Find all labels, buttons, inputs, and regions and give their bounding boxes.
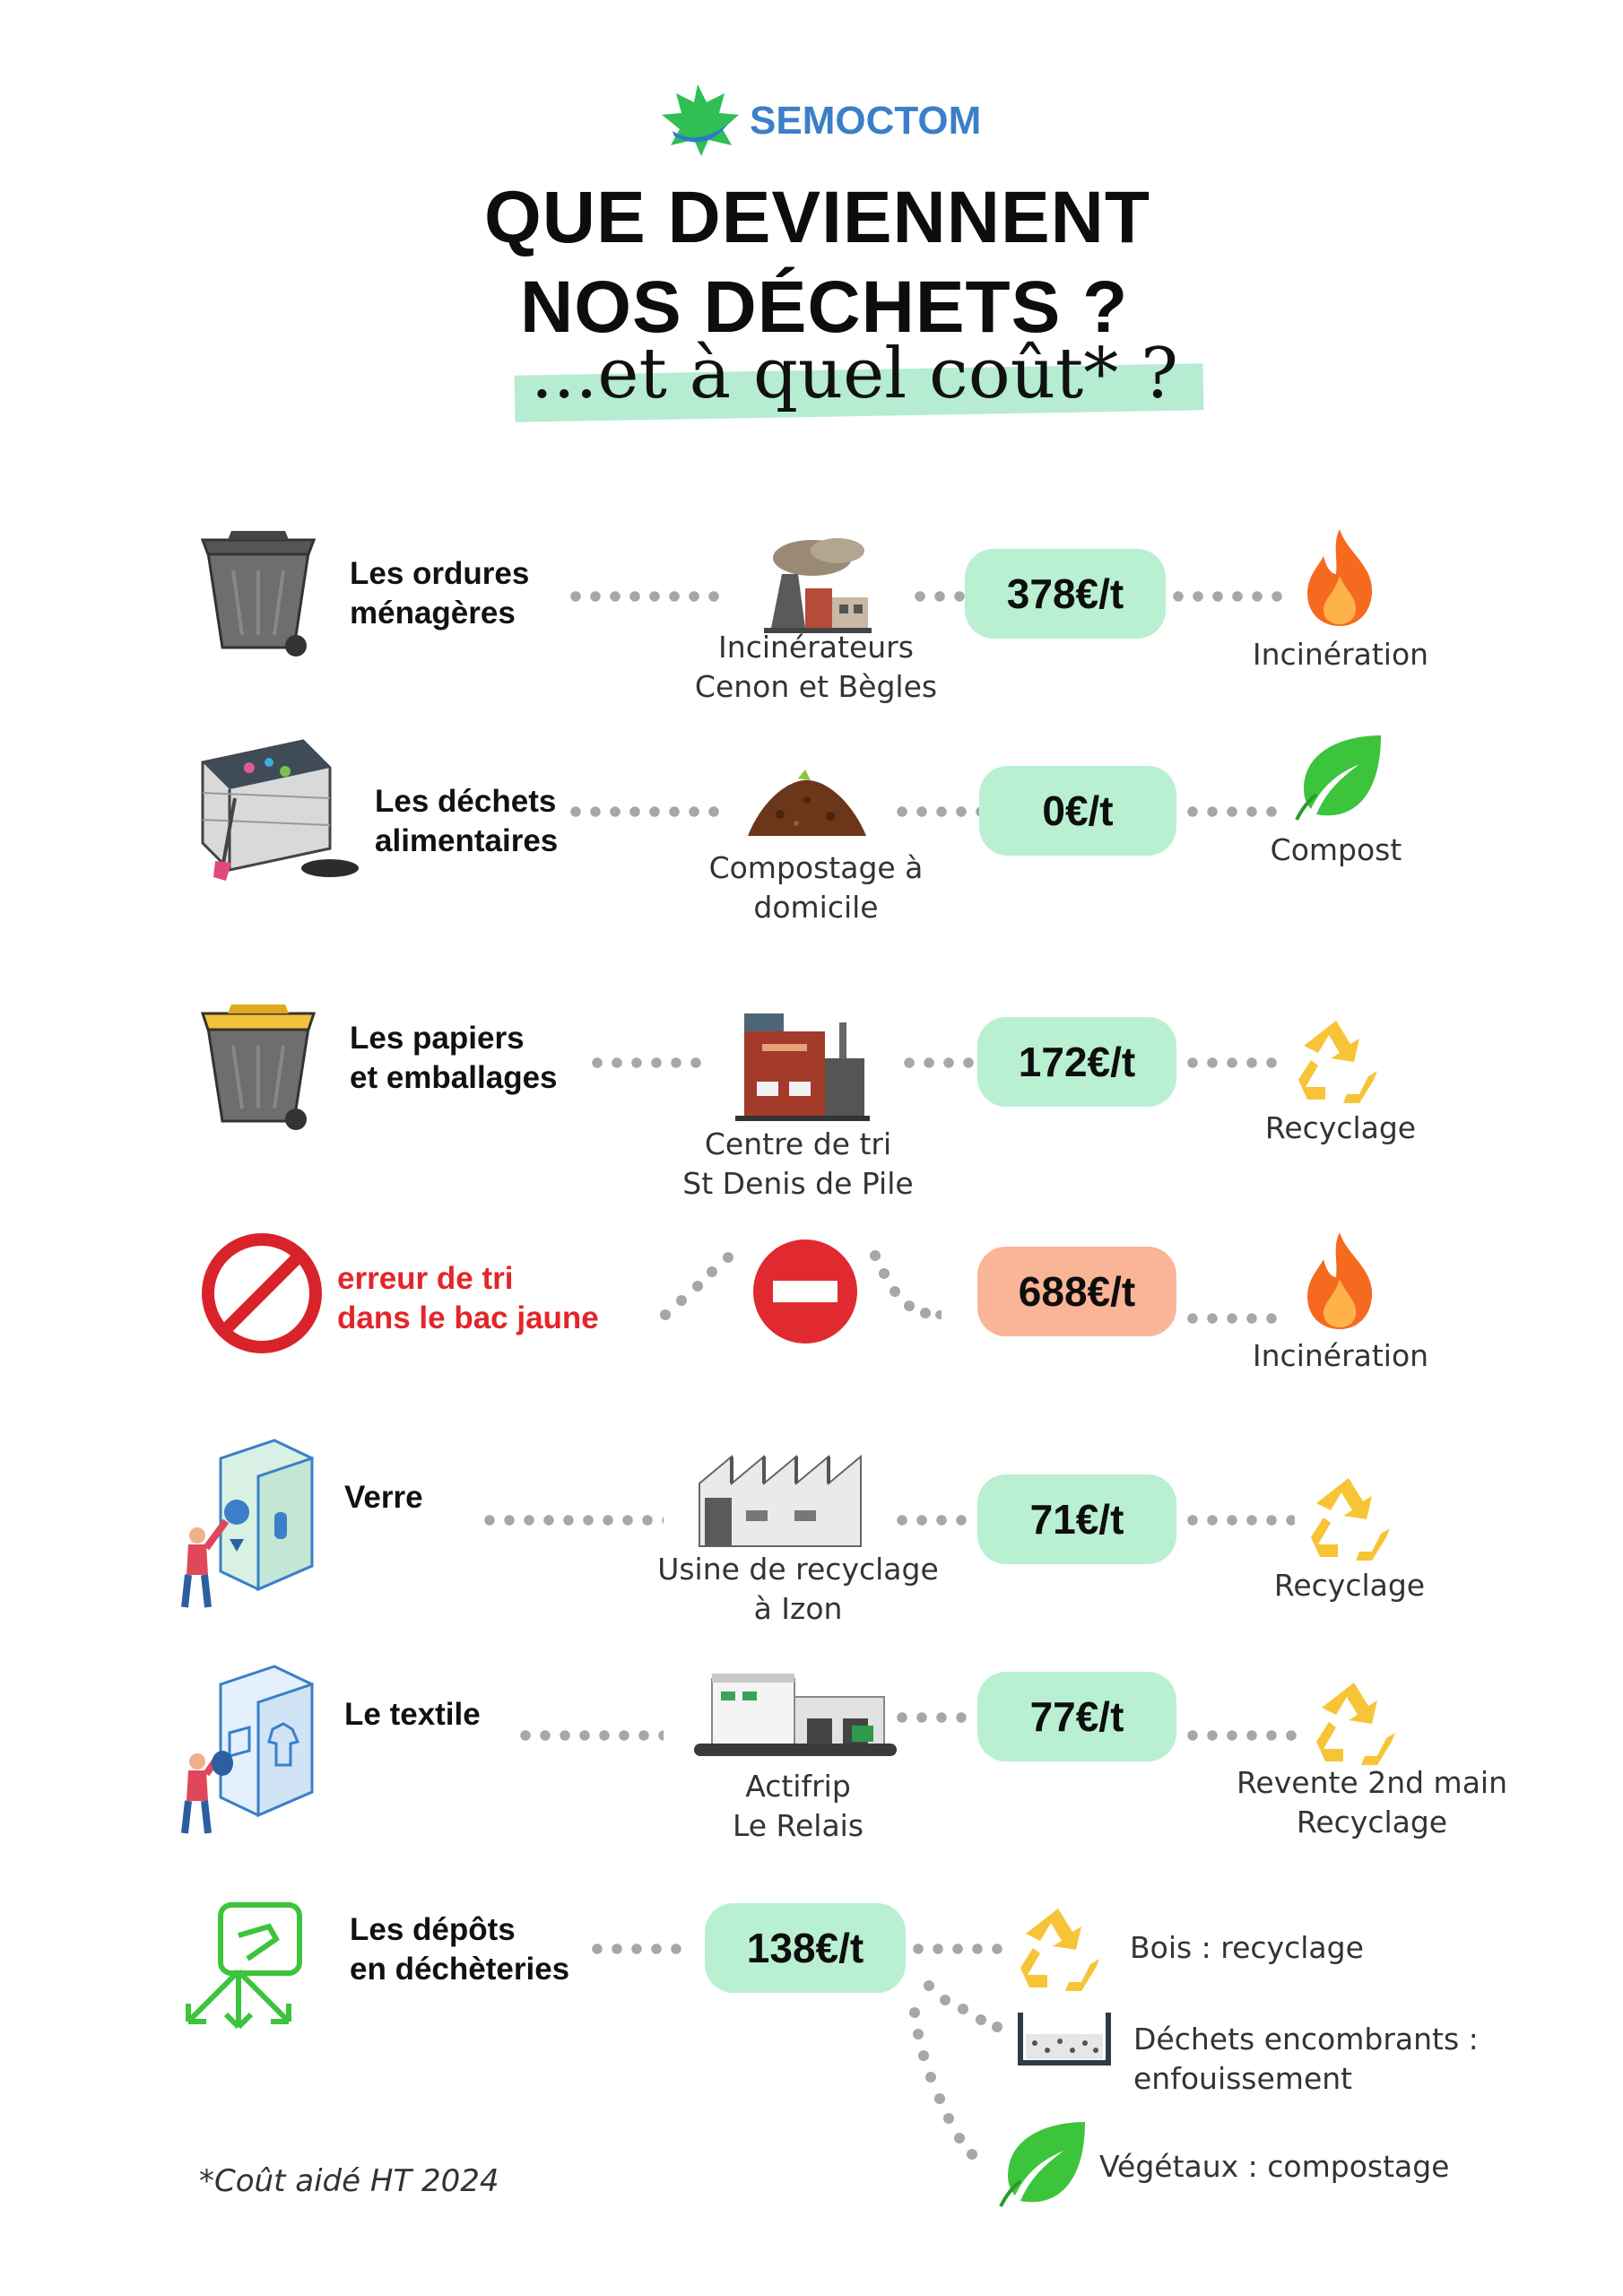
row-1-outcome: Incinération [1252,637,1429,672]
leaf-logo-icon [653,79,742,160]
row-6-outcome-line-1: Revente 2nd main [1236,1765,1508,1800]
recycle-icon [1291,1017,1381,1103]
row-7-label-line-1: Les dépôts [350,1912,516,1947]
glass-container-icon [167,1431,319,1611]
subtitle: ...et à quel coût* ? [531,334,1178,414]
row-7-outcome-wood: Bois : recyclage [1130,1930,1364,1965]
connector-dots [570,806,723,817]
row-1-label-line-2: ménagères [350,596,516,631]
row-1-place-line-1: Incinérateurs [718,630,914,665]
row-6-label-line-1: Le textile [344,1697,481,1732]
incinerator-icon [759,535,875,633]
row-7-cost-pill: 138€/t [705,1903,906,1993]
recycle-icon [1309,1679,1399,1765]
connector-dots [520,1730,664,1741]
row-3-place-line-2: St Denis de Pile [682,1166,914,1201]
row-5-cost-pill: 71€/t [977,1474,1176,1564]
row-4-cost-pill: 688€/t [977,1247,1176,1336]
prohibited-icon [199,1231,325,1356]
textile-container-icon [167,1657,319,1837]
connector-dots [904,1057,974,1068]
row-2-cost-pill: 0€/t [979,766,1176,856]
row-1-cost-pill: 378€/t [965,549,1166,639]
connector-dots [484,1515,664,1526]
grey-bin-icon [195,527,321,662]
row-7-outcome-green-waste: Végétaux : compostage [1099,2149,1450,2184]
row-7-outcome-bulky-line-2: enfouissement [1133,2061,1353,2096]
row-2-outcome: Compost [1270,832,1402,867]
brand-name: SEMOCTOM [750,99,982,143]
connector-dots [897,1712,976,1723]
row-5-place-line-2: à Izon [753,1591,843,1626]
recycle-icon [1304,1474,1393,1561]
footnote: *Coût aidé HT 2024 [199,2163,499,2199]
row-6-place-line-2: Le Relais [732,1808,864,1843]
row-3-place-line-1: Centre de tri [704,1126,892,1161]
hand-arrows-icon [176,1900,310,2034]
connector-dots [592,1057,708,1068]
row-4-label-line-2: dans le bac jaune [337,1300,599,1335]
title-line-2: NOS DÉCHETS ? [520,266,1129,348]
row-7-outcome-bulky-line-1: Déchets encombrants : [1133,2022,1479,2057]
row-1-place-line-2: Cenon et Bègles [694,669,938,704]
recycle-icon [1013,1905,1103,1991]
leaf-icon [1291,732,1390,822]
connector-dots [1187,1515,1295,1526]
row-4-label-line-1: erreur de tri [337,1261,514,1296]
recycling-plant-icon [696,1448,879,1548]
row-1-label-line-1: Les ordures [350,556,530,591]
fire-icon [1302,526,1377,628]
connector-dots [570,591,723,602]
row-2-label-line-1: Les déchets [375,784,557,819]
connector-dots [1187,1313,1286,1324]
connector-dots [913,1944,1002,1954]
compost-pile-icon [744,764,870,839]
leaf-icon [995,2118,1094,2208]
connector-dots [1173,591,1289,602]
row-5-outcome: Recyclage [1273,1568,1426,1603]
row-7-label-line-2: en déchèteries [350,1952,570,1987]
row-6-place-line-1: Actifrip [745,1769,851,1804]
row-5-label-line-1: Verre [344,1480,423,1515]
connector-dots [592,1944,681,1954]
connector-dots [1187,1057,1286,1068]
row-4-outcome: Incinération [1252,1338,1429,1373]
row-5-place-line-1: Usine de recyclage [657,1552,939,1587]
connector-dots [915,591,965,602]
row-3-label-line-2: et emballages [350,1060,558,1095]
row-3-outcome: Recyclage [1264,1110,1417,1145]
row-6-outcome-line-2: Recyclage [1296,1805,1448,1839]
landfill-icon [1017,2009,1112,2066]
row-6-cost-pill: 77€/t [977,1672,1176,1761]
row-3-label-line-1: Les papiers [350,1021,525,1056]
warehouse-icon [694,1670,897,1760]
compost-bin-icon [195,735,360,883]
connector-dots [897,1515,976,1526]
row-3-cost-pill: 172€/t [977,1017,1176,1107]
sorting-center-icon [735,1004,870,1121]
row-2-place-line-1: Compostage à [708,850,924,885]
title-line-1: QUE DEVIENNENT [484,177,1150,258]
connector-dots [897,806,979,817]
yellow-bin-icon [195,1001,321,1135]
subtitle-block [515,334,1203,414]
row-2-place-line-2: domicile [753,890,879,925]
no-entry-icon [751,1238,859,1345]
connector-dots [1187,1730,1298,1741]
connector-dots [1187,806,1284,817]
fire-icon [1302,1229,1377,1331]
row-2-label-line-2: alimentaires [375,823,559,858]
